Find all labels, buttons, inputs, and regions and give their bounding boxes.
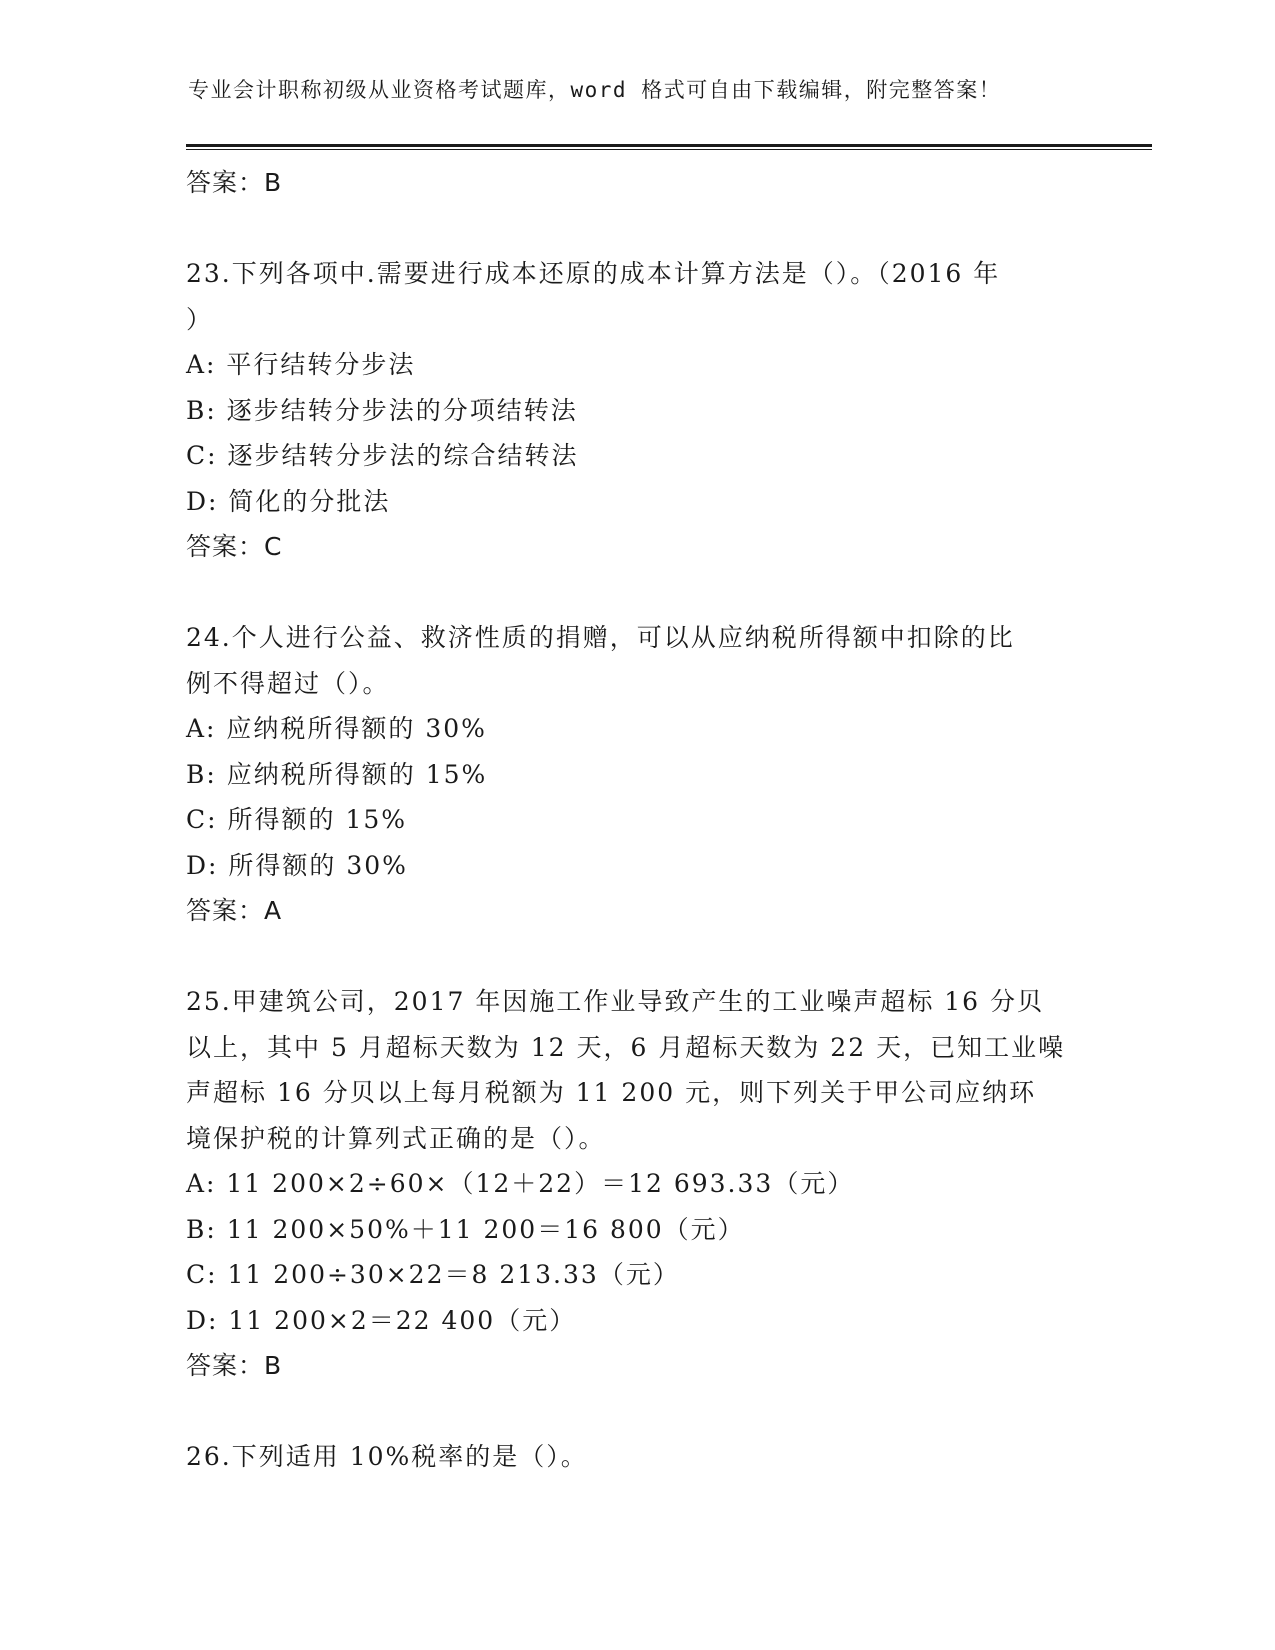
option-b: B: 逐步结转分步法的分项结转法 <box>186 395 578 425</box>
header-rule-thin <box>186 149 1152 150</box>
option-c: C: 逐步结转分步法的综合结转法 <box>186 441 579 470</box>
document-body <box>186 160 1086 1480</box>
answer-line: 答案：A <box>186 896 283 925</box>
option-d: D: 简化的分批法 <box>186 486 391 516</box>
option-b: B: 11 200×50%＋11 200＝16 800（元） <box>186 1214 745 1244</box>
option-c: C: 所得额的 15% <box>186 805 408 834</box>
answer-line: 答案：B <box>186 1351 283 1380</box>
question-25 <box>186 979 1086 1389</box>
answer-line: 答案：B <box>186 168 283 197</box>
question-stem: 境保护税的计算列式正确的是（）。 <box>186 1123 606 1153</box>
spacer <box>186 206 1086 252</box>
question-stem: 例不得超过（）。 <box>186 668 390 698</box>
question-stem: 以上，其中 5 月超标天数为 12 天，6 月超标天数为 22 天，已知工业噪 <box>186 1032 1066 1062</box>
spacer <box>186 934 1086 980</box>
option-a: A: 11 200×2÷60×（12＋22）＝12 693.33（元） <box>186 1169 855 1198</box>
question-24 <box>186 615 1086 934</box>
question-26 <box>186 1434 1086 1480</box>
question-stem: ） <box>186 304 214 334</box>
option-a: A: 平行结转分步法 <box>186 350 416 379</box>
option-a: A: 应纳税所得额的 30% <box>186 714 487 743</box>
page-header: 专业会计职称初级从业资格考试题库，word 格式可自由下载编辑，附完整答案！ <box>188 78 1002 102</box>
question-stem: 23.下列各项中.需要进行成本还原的成本计算方法是（）。（2016 年 <box>186 259 1001 288</box>
spacer <box>186 570 1086 616</box>
question-stem: 25.甲建筑公司，2017 年因施工作业导致产生的工业噪声超标 16 分贝 <box>186 987 1045 1016</box>
option-d: D: 11 200×2＝22 400（元） <box>186 1305 577 1335</box>
question-23 <box>186 251 1086 570</box>
spacer <box>186 1389 1086 1435</box>
header-rule-thick <box>186 144 1152 147</box>
option-d: D: 所得额的 30% <box>186 850 408 880</box>
question-stem: 26.下列适用 10%税率的是（）。 <box>186 1442 588 1471</box>
option-c: C: 11 200÷30×22＝8 213.33（元） <box>186 1260 680 1289</box>
question-stem: 24.个人进行公益、救济性质的捐赠，可以从应纳税所得额中扣除的比 <box>186 623 1015 652</box>
question-stem: 声超标 16 分贝以上每月税额为 11 200 元，则下列关于甲公司应纳环 <box>186 1078 1037 1107</box>
answer-line: 答案：C <box>186 532 283 561</box>
option-b: B: 应纳税所得额的 15% <box>186 759 488 789</box>
